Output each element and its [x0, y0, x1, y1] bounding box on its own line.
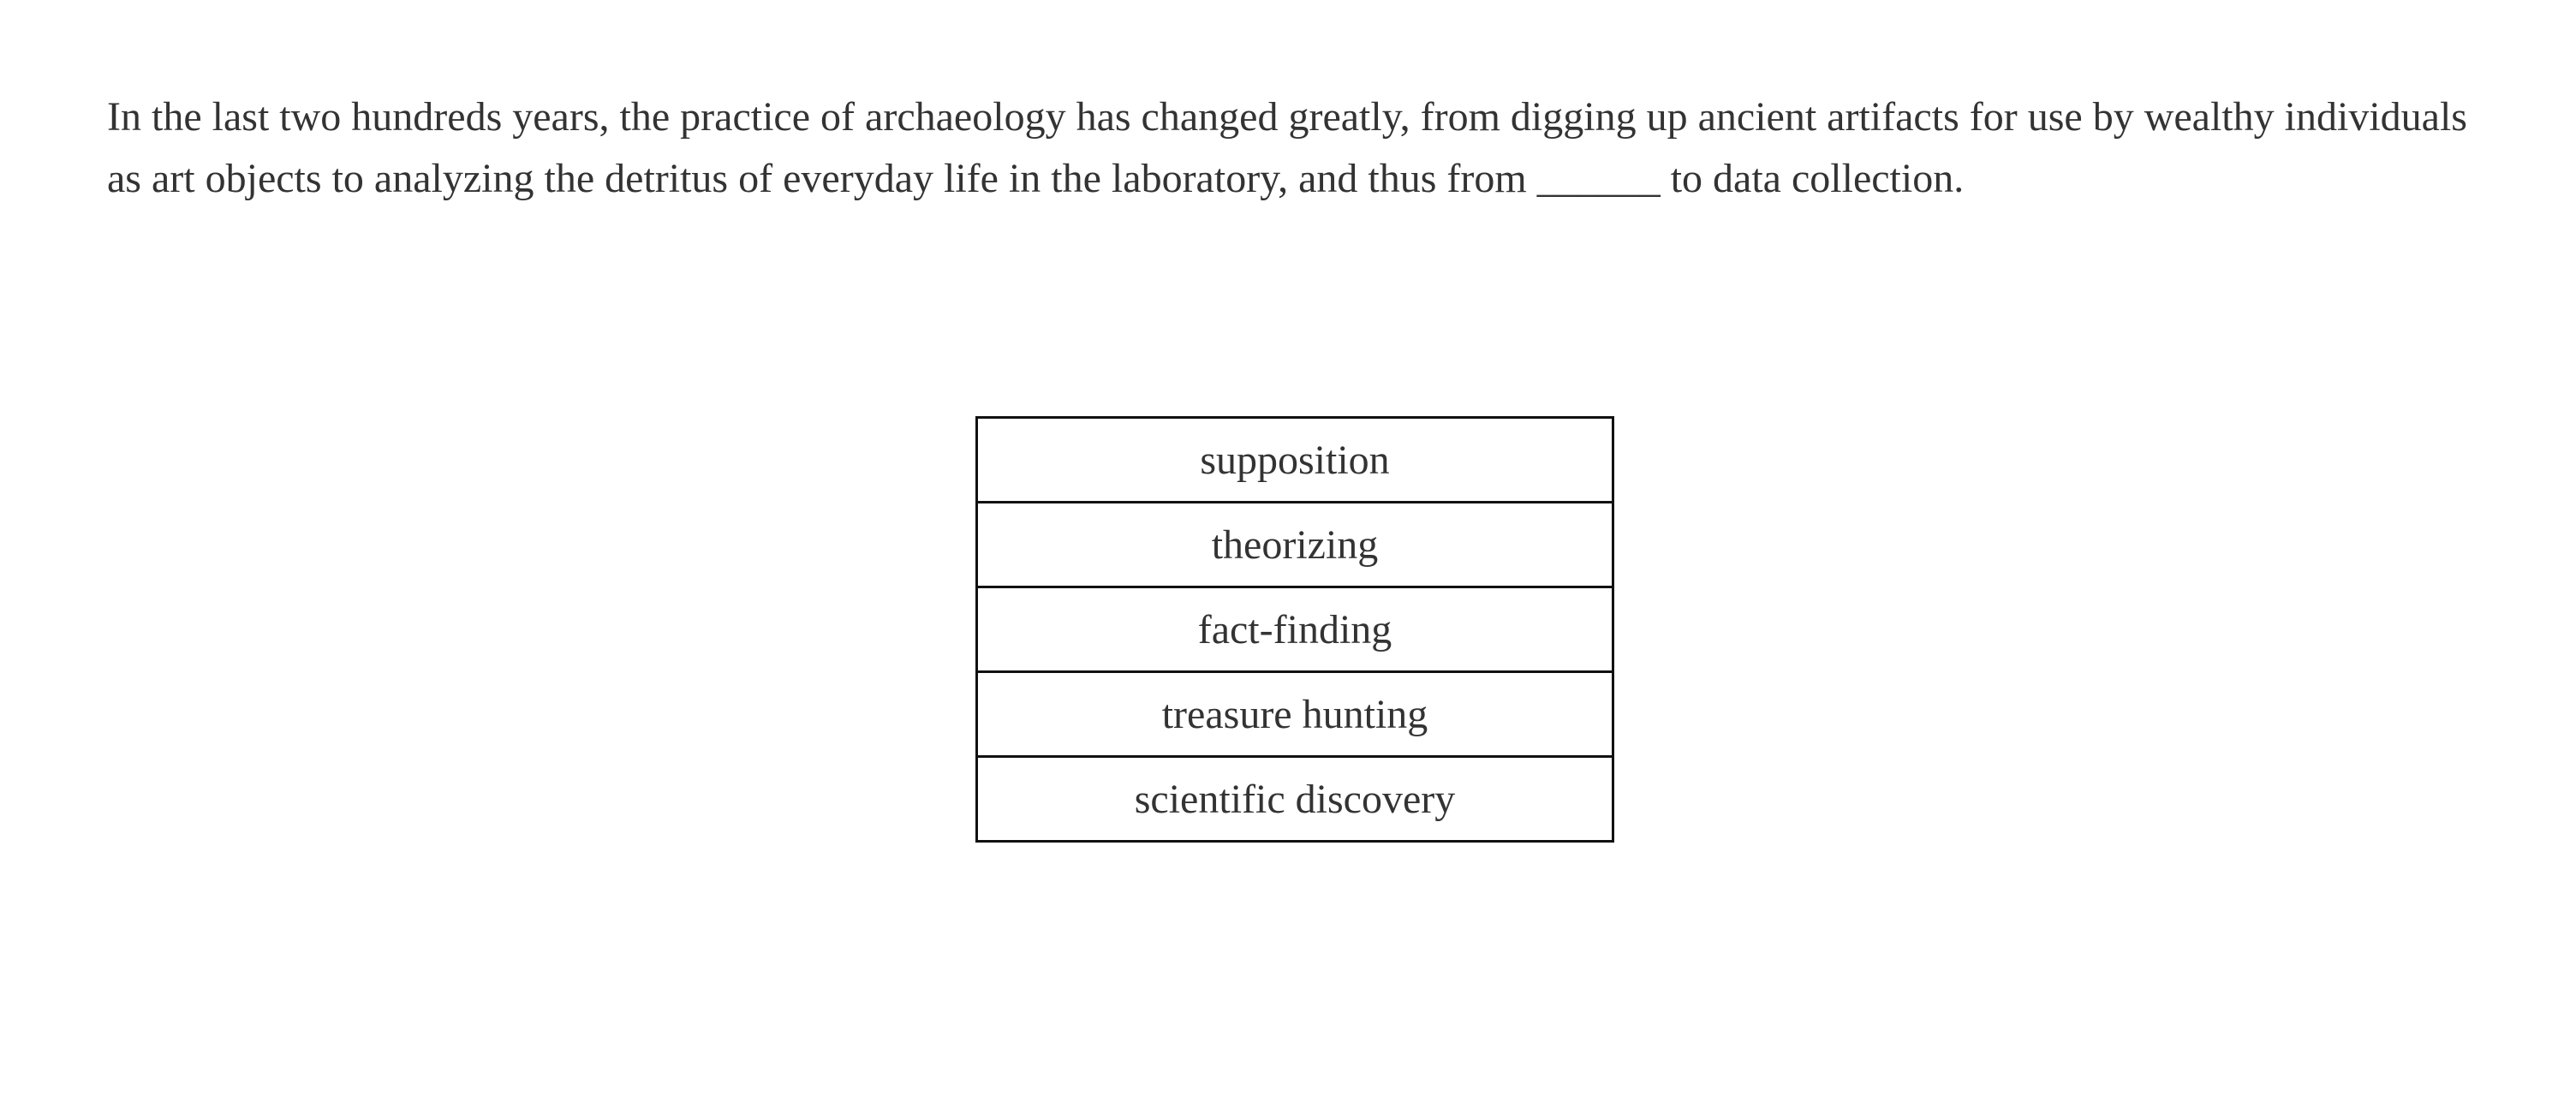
choice-label: scientific discovery — [1134, 776, 1456, 822]
choice-scientific-discovery[interactable] — [978, 758, 1612, 840]
answer-choices-table — [975, 416, 1614, 843]
question-text: In the last two hundreds years, the practice of archaeology has changed greatly, from digging up ancient artifacts for use by wealthy individuals as art objects to analyzing the detritus of everyday life in the laboratory, and thus from ______ to data collection. — [107, 94, 2467, 201]
choice-theorizing[interactable] — [978, 503, 1612, 588]
choice-label: treasure hunting — [1161, 691, 1428, 737]
choice-supposition[interactable] — [978, 419, 1612, 503]
choice-fact-finding[interactable] — [978, 588, 1612, 673]
choice-treasure-hunting[interactable] — [978, 673, 1612, 758]
choice-label: theorizing — [1211, 521, 1379, 568]
choice-label: supposition — [1200, 437, 1390, 483]
choice-label: fact-finding — [1197, 606, 1392, 652]
